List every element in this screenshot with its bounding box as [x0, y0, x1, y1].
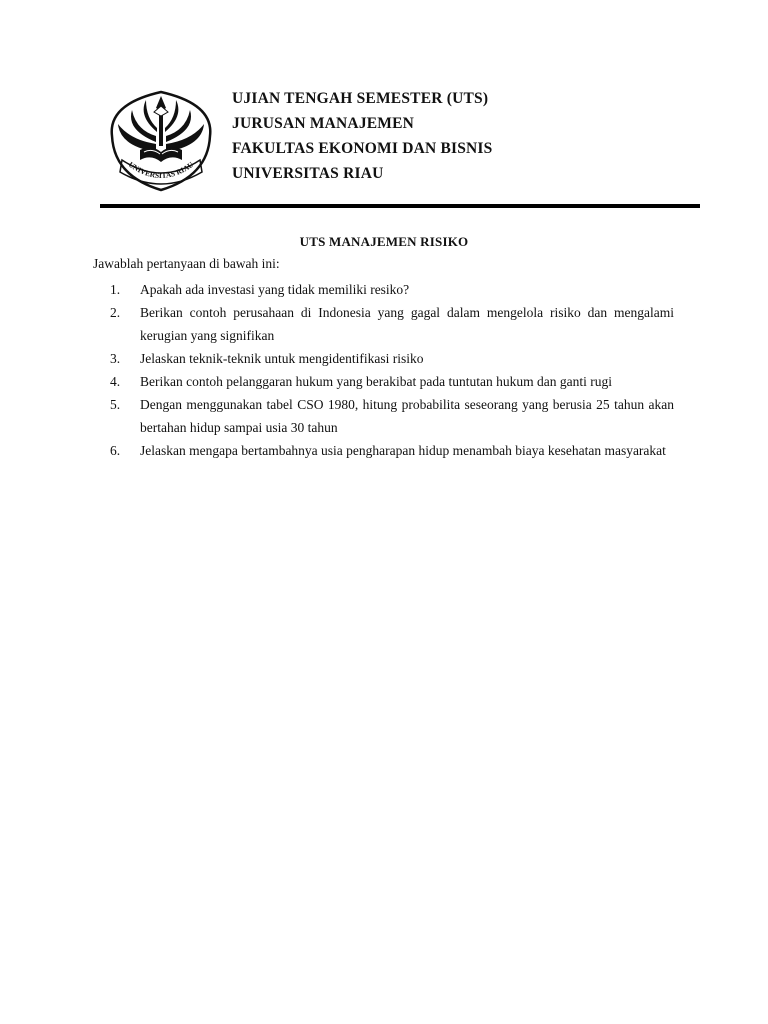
question-text: Dengan menggunakan tabel CSO 1980, hitung probabilita seseorang yang berusia 25 tahun akan bertahan hidup sampai usia 30 tahun — [140, 397, 674, 435]
question-item — [110, 439, 674, 462]
question-item — [110, 301, 674, 347]
question-number: 5. — [110, 397, 121, 412]
question-number: 2. — [110, 305, 121, 320]
question-list — [110, 278, 674, 462]
exam-name: UJIAN TENGAH SEMESTER (UTS) — [232, 90, 489, 107]
question-item — [110, 370, 674, 393]
question-item — [110, 278, 674, 301]
question-number: 6. — [110, 443, 121, 458]
question-number: 4. — [110, 374, 121, 389]
question-text: Jelaskan teknik-teknik untuk mengidentifikasi risiko — [140, 351, 424, 366]
question-item — [110, 347, 674, 370]
question-text: Apakah ada investasi yang tidak memiliki resiko? — [140, 282, 410, 297]
question-number: 1. — [110, 282, 121, 297]
department-name: JURUSAN MANAJEMEN — [232, 115, 415, 132]
question-number: 3. — [110, 351, 121, 366]
university-logo-icon — [104, 86, 218, 194]
faculty-name: FAKULTAS EKONOMI DAN BISNIS — [232, 140, 493, 157]
instruction-text: Jawablah pertanyaan di bawah ini: — [93, 256, 280, 271]
question-text: Jelaskan mengapa bertambahnya usia pengharapan hidup menambah biaya kesehatan masyarakat — [140, 443, 666, 458]
question-text: Berikan contoh perusahaan di Indonesia yang gagal dalam mengelola risiko dan mengalami kerugian yang signifikan — [140, 305, 674, 343]
university-name: UNIVERSITAS RIAU — [232, 165, 384, 182]
question-item — [110, 393, 674, 439]
letterhead — [232, 86, 492, 186]
header-divider — [100, 204, 700, 208]
question-text: Berikan contoh pelanggaran hukum yang berakibat pada tuntutan hukum dan ganti rugi — [140, 374, 612, 389]
document-title: UTS MANAJEMEN RISIKO — [299, 234, 469, 249]
logo-ring-text: UNIVERSITAS RIAU — [126, 159, 196, 181]
